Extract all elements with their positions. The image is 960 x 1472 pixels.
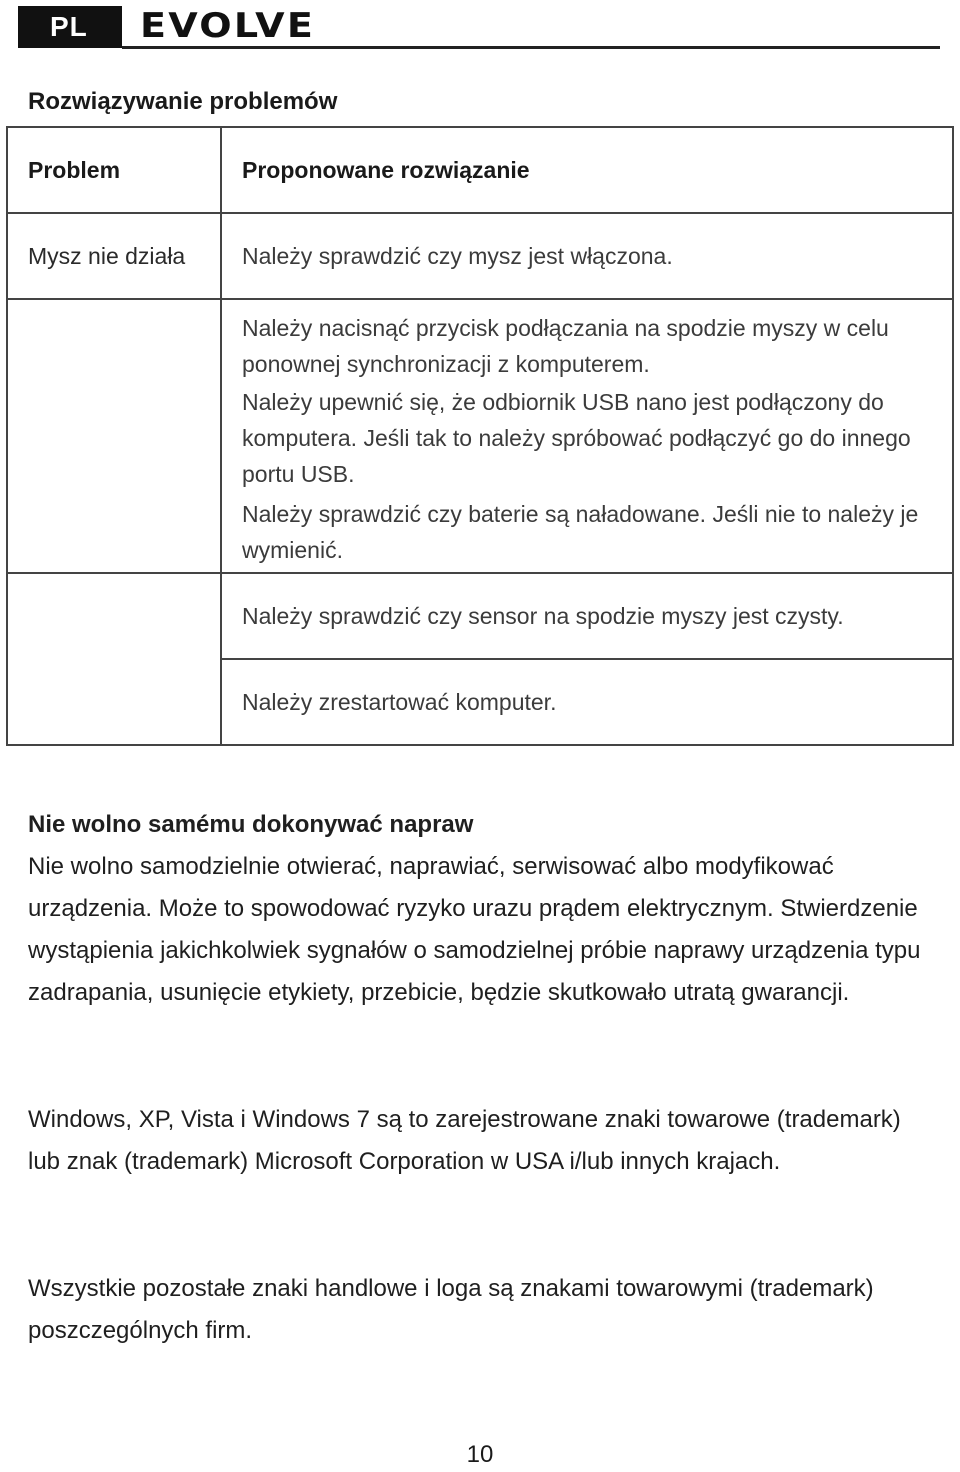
problem-cell-empty (7, 299, 221, 573)
solution-cell: Należy nacisnąć przycisk podłączania na spodzie myszy w celu ponownej synchronizacji z komputerem. (221, 299, 953, 382)
solution-cell: Należy upewnić się, że odbiornik USB nano jest podłączony do komputera. Jeśli tak to należy spróbować podłączyć go do innego portu USB. (221, 382, 953, 492)
problem-cell: Mysz nie działa (7, 213, 221, 299)
table-row (7, 573, 953, 659)
trademark-paragraph-2: Wszystkie pozostałe znaki handlowe i loga są znakami towarowymi (trademark) poszczególnych firm. (28, 1275, 874, 1344)
table-header-row (7, 127, 953, 213)
warning-title: Nie wolno samému dokonywać napraw (28, 811, 474, 838)
language-badge: PL (18, 6, 122, 48)
warning-text: Nie wolno samodzielnie otwierać, naprawiać, serwisować albo modyfikować urządzenia. Może to spowodować ryzyko urazu prądem elektrycznym. Stwierdzenie wystąpienia jakichkolwiek sygnałów o samodzielnej próbie naprawy urządzenia typu zadrapania, usunięcie etykiety, przebicie, będzie skutkowało utratą gwarancji. (28, 853, 921, 1006)
solution-cell: Należy sprawdzić czy baterie są naładowane. Jeśli nie to należy je wymienić. (221, 492, 953, 573)
column-header-solution: Proponowane rozwiązanie (221, 127, 953, 213)
solution-cell: Należy sprawdzić czy sensor na spodzie myszy jest czysty. (221, 573, 953, 659)
section-title: Rozwiązywanie problemów (28, 88, 338, 115)
header-divider (122, 46, 940, 49)
problem-cell-empty (7, 573, 221, 745)
solution-cell: Należy zrestartować komputer. (221, 659, 953, 745)
trademark-paragraph-1: Windows, XP, Vista i Windows 7 są to zarejestrowane znaki towarowe (trademark) lub znak (trademark) Microsoft Corporation w USA i/lub innych krajach. (28, 1106, 901, 1175)
table-row (7, 299, 953, 382)
troubleshooting-table (6, 126, 954, 746)
page-header (18, 6, 940, 50)
solution-cell: Należy sprawdzić czy mysz jest włączona. (221, 213, 953, 299)
page-number: 10 (466, 1441, 494, 1468)
table-row (7, 213, 953, 299)
column-header-problem: Problem (7, 127, 221, 213)
brand-logo: EVOLVE (140, 6, 316, 46)
